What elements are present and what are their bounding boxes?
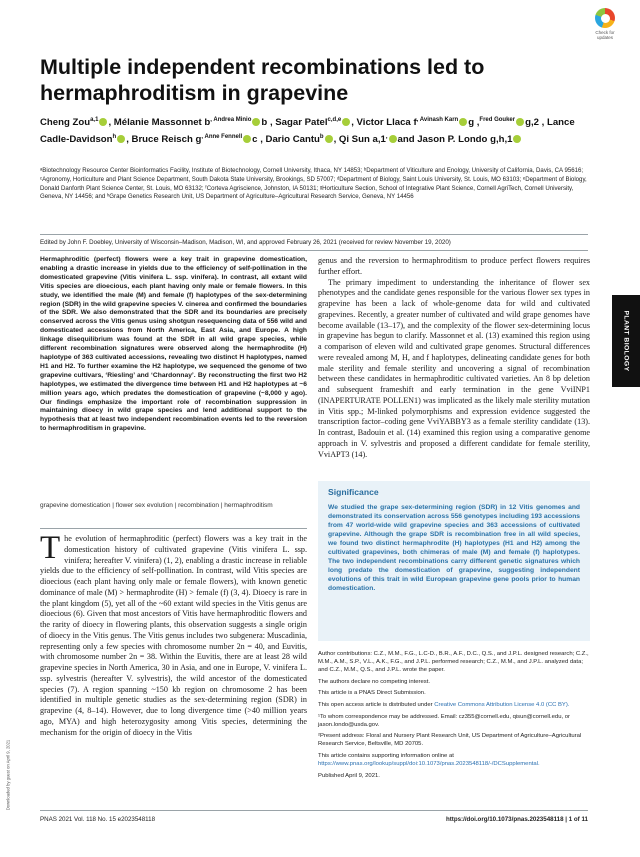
orcid-icon[interactable] [459,118,467,126]
footer-doi[interactable]: https://doi.org/10.1073/pnas.2023548118 | 1 of 11 [445,816,588,823]
author-name: a,1 [372,134,386,146]
correspondence-text: ¹To whom correspondence may be addressed. Email: [318,713,459,720]
right-paragraph-2: The primary impediment to understanding the inheritance of flower sex phenotypes and the candidate genes responsible for the various flower sex types in grapevine has been a lack of whole-genome data for wild and cultivated grapevines. Recently, a greater number of cultivated and wild grape genomes have become available (13–17), and the complexity of the flower sex-determining locus in grapevine has begun to clarify. Massonnet et al. (13) examined this region using a comparison of eleven wild and cultivated grape genomes. Structural differences were revealed among M, H, and f haplotypes, delineating candidate genes for both male sterility and female sterility and uncovering a signal of recombination between these candidates in hermaphroditic cultivated varieties. An 8 bp deletion and subsequent frameshift and early termination in the gene VviINP1 (INAPERTURATE POLLEN1) was implicated as the likely male sterility mutation in Vitis spp.; M-linked polymorphisms and expression evidence suggested the transcription factor–coding gene VviYABBY3 as a female sterility candidate (13). In contrast, Badouin et al. (14) examined this region using a comparative genome approach in V. sylvestris and proposed a different candidate for female sterility, VviAPT3 (14). [318,277,590,459]
orcid-icon[interactable] [243,135,251,143]
drop-cap: T [40,530,61,566]
author-separator: g,2 [525,117,542,129]
introduction [40,530,307,738]
right-paragraph-1: genus and the reversion to hermaphroditism to produce perfect flowers requires further effort. [318,256,590,276]
author-separator: , Qi Sun [333,134,373,146]
download-note-text: Downloaded by guest on April 9, 2021 [5,739,11,811]
direct-submission: This article is a PNAS Direct Submission. [318,690,426,697]
badge-line-2: updates [596,35,613,40]
orcid-icon[interactable] [342,118,350,126]
orcid-icon[interactable] [513,135,521,143]
correspondence-emails[interactable]: cz355@cornell.edu, qisun@cornell.edu, or jason.londo@usda.gov. [318,713,570,728]
intro-text: he evolution of hermaphroditic (perfect) flowers was a key trait in the domestication history of cultivated grapevine (Vitis vinifera L. ssp. vinifera; hereafter V. vinifera) (1, 2), enabling a drastic increase in reliable yields due to the efficiency of self-pollination. In contrast, wild Vitis species are dioecious (each plant having only male or female flowers), with known genetic dominance of male (M) > hermaphrodite (H) > female (f) (3, 4). Dioecy is rare in the plant kingdom (5), yet all of the ~60 extant wild species in the Vitis genus are dioecious (6). Given that most ancestors of Vitis have hermaphroditic flowers and the rarity of dioecy in flowering plants, this observation suggests a single origin of dioecy in the Vitis genus. The Vitis genus includes two subgenera: Muscadinia, representing only a few species with chromosome number 2n = 40, and Euvitis, with chromosome number 2n = 38. Within the Euvitis, there are at least 28 wild grapevine species in North America, 30 in Asia, and one in Europe, V. vinifera L. ssp. sylvestris (hereafter V. sylvestris), the wild ancestor of the domesticated species (7). A region spanning ~150 kb region on chromosome 2 has been identified in multiple genetic studies as the sex-determining region (SDR) in grapevine (4, 8–14). However, due to long divergence time (>40 million years ago, MYA) and high heterozygosity among Vitis species, determining the mechanism for the origin of dioecy in the Vitis [40,534,307,737]
section-tab [612,295,640,387]
license-link[interactable]: Creative Commons Attribution License 4.0 (CC BY). [434,701,570,708]
download-note [4,700,12,850]
significance-heading: Significance [328,487,379,497]
open-access-note [318,701,590,709]
author-separator: g [468,117,477,129]
divider-bottom [40,250,588,251]
author-name: g,h,1 [490,134,513,146]
author-affiliation-marker: , Andrea Minio [210,117,252,123]
author-affiliation-marker: h [112,134,117,141]
update-logo-icon [595,8,615,28]
orcid-icon[interactable] [516,118,524,126]
author-separator: , Victor Llaca [351,117,414,129]
present-address-note: ²Present address: Floral and Nursery Plant Research Unit, US Department of Agriculture–Agricultural Research Service, Beltsville, MD 20705. [318,733,582,748]
author-name: b [204,117,211,129]
author-affiliation-marker: , Avinash Karn [416,117,459,123]
author-affiliation-marker: b [319,134,324,141]
edited-by: Edited by John F. Doebley, University of Wisconsin–Madison, Madison, WI, and approved February 26, 2021 (received for review November 19, 2020) [40,239,451,246]
author-name: , Lance Cadle-Davidson [40,117,575,146]
orcid-icon[interactable] [117,135,125,143]
section-tab-label: PLANT BIOLOGY [622,310,630,372]
author-separator: , Bruce Reisch [126,134,196,146]
divider-top [40,234,588,235]
author-list [40,113,585,147]
author-affiliation-marker: , [385,134,388,141]
keywords-divider [40,528,307,529]
affiliations: ᵃBiotechnology Resource Center Bioinformatics Facility, Institute of Biotechnology, Cornell University, Ithaca, NY 14853; ᵇDepartment of Viticulture and Enology, University of California, Davis, CA 95616; ᶜAgronomy, Horticulture and Plant Science Department, South Dakota State University, Brookings, SD 57007; ᵈDepartment of Biology, Saint Louis University, St. Louis, MO 63103; ᵉDepartment of Biology, Donald Danforth Plant Science Center, St. Louis, MO 63132; ᶠCorteva Agriscience, Johnston, IA 50131; ᵍHorticulture Section, School of Integrative Plant Science, Cornell AgriTech, Cornell University, Geneva, NY 14456; and ʰGrape Genetics Research Unit, US Department of Agriculture–Agricultural Research Service, Geneva, NY 14456 [40,167,587,201]
author-affiliation-marker: a,1 [90,117,99,123]
author-separator: , Mélanie Massonnet [108,117,205,129]
author-name: g [195,134,202,146]
author-separator: b [261,117,270,129]
footer-citation: PNAS 2021 Vol. 118 No. 15 e2023548118 [40,816,156,823]
published-date: Published April 9, 2021. [318,772,380,779]
orcid-icon[interactable] [252,118,260,126]
significance-box [318,481,590,641]
article-notes [318,650,590,783]
author-affiliation-marker: Fred Gouker [479,117,516,123]
footer-divider [40,810,588,811]
page-footer [40,816,588,826]
author-contributions: Author contributions: C.Z., M.M., F.G., L.C-D., B.R., A.F., D.C., Q.S., and J.P.L. designed research; C.Z., M.M., A.M., S.P., V.L., A.K., F.G., and J.P.L. performed research; C.Z., M.M., and J.P.L. analyzed data; and C.Z., M.M., Q.S., and J.P.L. wrote the paper. [318,651,589,674]
keywords: grapevine domestication | flower sex evolution | recombination | hermaphroditism [40,502,273,509]
correspondence-note [318,713,590,729]
supporting-text: This article contains supporting information online at [318,752,454,759]
author-name: Cheng Zou [40,117,91,129]
author-separator: c [252,134,261,146]
right-column-text [318,256,590,460]
author-name: f [413,117,417,129]
supporting-info-note [318,752,590,768]
author-affiliation-marker: c,d,e [327,117,342,123]
competing-interest: The authors declare no competing interest. [318,678,430,685]
abstract: Hermaphroditic (perfect) flowers were a key trait in grapevine domestication, enabling a drastic increase in yields due to the efficiency of self-pollination in the domesticated grapevine (Vitis vinifera L. ssp. vinifera). In contrast, all extant wild Vitis species are dioecious, each plant having only male or female flowers. In this study, we identified the male (M) and female (f) haplotypes of the sex-determining region (SDR) in the wild grapevine species V. cinerea and confirmed the boundaries of the SDR. We also demonstrated that the SDR and its boundaries are precisely conserved across the Vitis genus using shotgun resequencing data of 556 wild and domesticated accessions from North America, East Asia, and Europe. A high linkage disequilibrium was found at the SDR in all wild grape species, while different recombination signatures were observed along the hermaphrodite (H) haplotype of 363 cultivated accessions, revealing two distinct H haplotypes, named H1 and H2. To further examine the H2 haplotype, we sequenced the genome of two grapevine cultivars, ‘Riesling’ and ‘Chardonnay’. By reconstructing the first two H2 haplotypes, we estimated the divergence time between H1 and H2 haplotypes at ~6 million years ago, which predates the domestication of grapevine (~8,000 y ago). Our findings emphasize the important role of recombination suppression in maintaining dioecy in wild grape species and lend additional support to the hypothesis that at least two independent recombination events led to the reversion to hermaphroditism in grapevine. [40,256,307,433]
orcid-icon[interactable] [325,135,333,143]
author-name: , [476,117,480,129]
article-title: Multiple independent recombinations led to hermaphroditism in grapevine [40,55,485,105]
open-access-text: This open access article is distributed under [318,701,435,708]
author-affiliation-marker: , Anne Fennell [201,134,243,141]
significance-text: We studied the grape sex-determining region (SDR) in 12 Vitis genomes and demonstrated its conservation across 556 genotypes including 193 accessions from 47 world-wide wild grapevine species and 363 accessions of cultivated grapevine. Although the grape SDR is recombination free in all wild species, we found two distinct hermaphrodite (H) haplotypes (H1 and H2) among the cultivated grapevines, both chimeras of male (M) and female (f) haplotypes. The two independent recombinations carry different genetic signatures which long predate the domestication of grapevine, suggesting independent evolutions of this trait in wild European grapevine gene pools prior to human domestication. [328,504,580,593]
author-name: , Dario Cantu [260,134,320,146]
author-name: , Sagar Patel [269,117,328,129]
supporting-info-link[interactable]: https://www.pnas.org/lookup/suppl/doi:10.1073/pnas.2023548118/-/DCSupplemental. [318,761,540,768]
badge-line-1: Check for [595,30,615,35]
author-separator: and Jason P. Londo [397,134,491,146]
check-for-updates-badge[interactable] [590,8,620,40]
orcid-icon[interactable] [99,118,107,126]
orcid-icon[interactable] [389,135,397,143]
